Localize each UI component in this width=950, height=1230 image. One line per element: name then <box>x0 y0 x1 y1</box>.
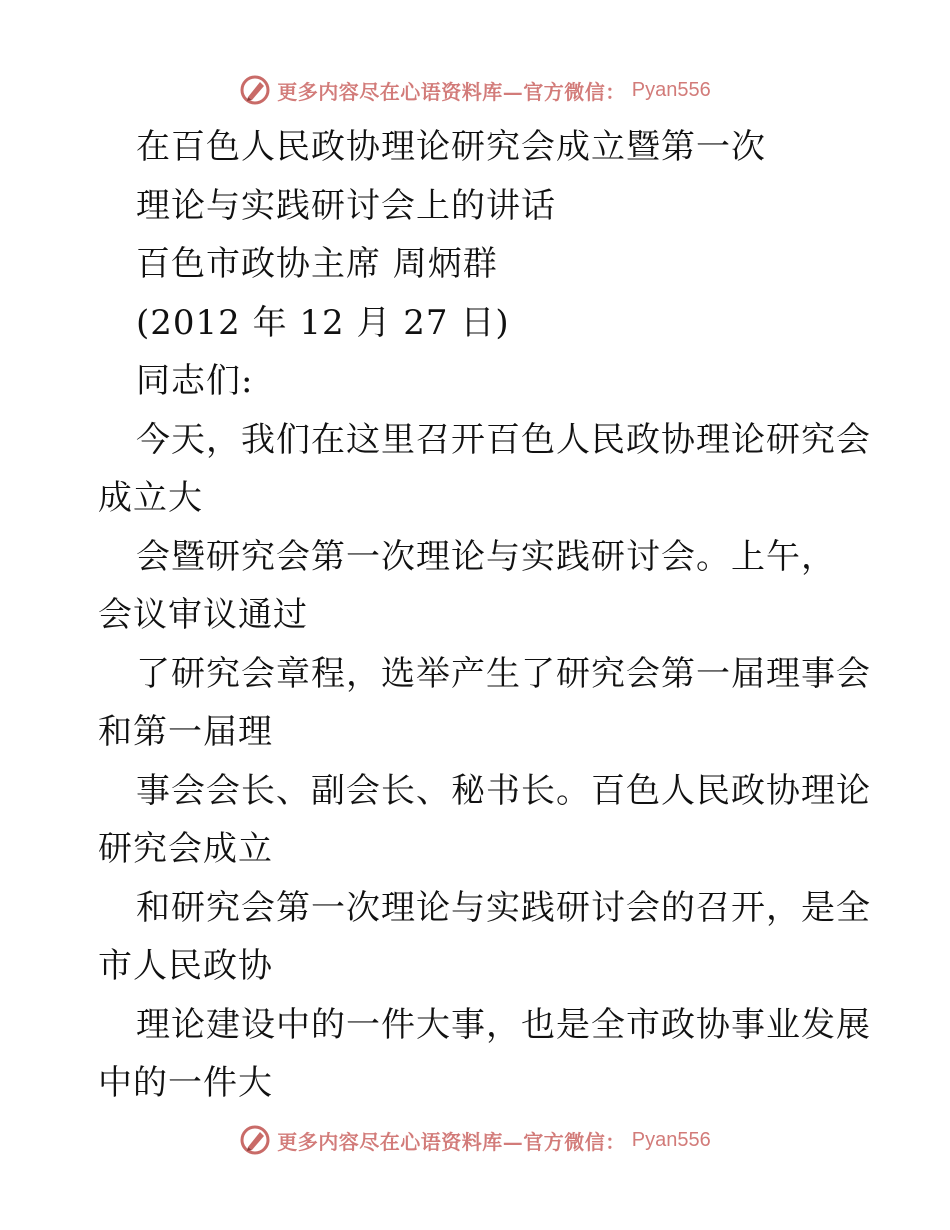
document-title-line-2: 理论与实践研讨会上的讲话 <box>136 185 556 226</box>
document-text-line: 理论建设中的一件大事，也是全市政协事业发展 <box>136 1004 871 1045</box>
document-text-line: 成立大 <box>98 478 203 518</box>
document-text-line: 市人民政协 <box>98 946 273 986</box>
document-text-line: 中的一件大 <box>98 1063 273 1103</box>
document-text-line: 研究会成立 <box>98 829 273 869</box>
watermark-wechat-id: Pyan556 <box>631 78 711 101</box>
watermark-content <box>239 1124 710 1156</box>
document-date: (2012 年 12 月 27 日) <box>136 302 510 343</box>
watermark-banner-top <box>0 70 950 110</box>
document-text-line: 了研究会章程，选举产生了研究会第一届理事会 <box>136 653 871 694</box>
document-body <box>98 118 871 1113</box>
document-title-line-1: 在百色人民政协理论研究会成立暨第一次 <box>136 127 766 167</box>
watermark-content <box>239 74 710 106</box>
document-text-line: 会暨研究会第一次理论与实践研讨会。上午， <box>136 536 836 577</box>
watermark-wechat-id: Pyan556 <box>631 1128 711 1151</box>
document-salutation: 同志们: <box>136 361 254 401</box>
watermark-banner-bottom <box>0 1120 950 1160</box>
watermark-text: 更多内容尽在心语资料库—官方微信： <box>277 1129 626 1154</box>
document-paragraphs <box>98 411 871 1113</box>
document-text-line: 和研究会第一次理论与实践研讨会的召开，是全 <box>136 887 871 928</box>
document-author: 百色市政协主席 周炳群 <box>136 244 498 284</box>
document-text-line: 和第一届理 <box>98 712 273 752</box>
pen-circle-icon <box>239 74 271 106</box>
pen-circle-icon <box>239 1124 271 1156</box>
document-text-line: 会议审议通过 <box>98 595 308 635</box>
watermark-text: 更多内容尽在心语资料库—官方微信： <box>277 79 626 104</box>
document-text-line: 事会会长、副会长、秘书长。百色人民政协理论 <box>136 770 871 811</box>
document-text-line: 今天，我们在这里召开百色人民政协理论研究会 <box>136 419 871 460</box>
